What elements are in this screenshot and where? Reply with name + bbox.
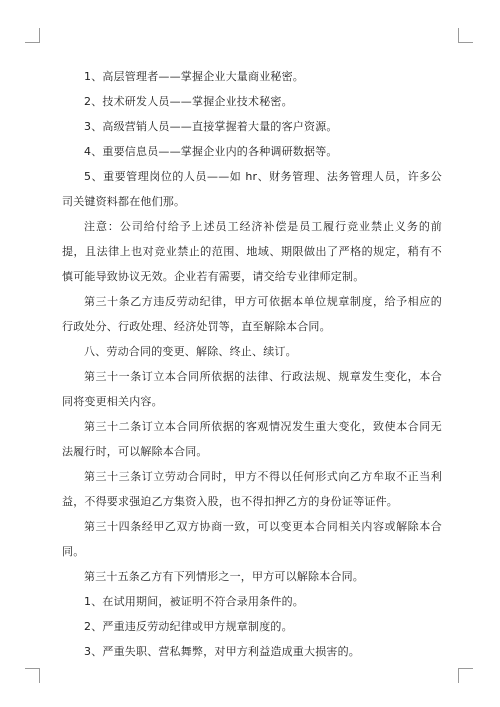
- crop-mark-top-right: [458, 28, 473, 43]
- document-body: [62, 64, 442, 664]
- paragraph-condition-2: 2、严重违反劳动纪律或甲方规章制度的。: [84, 620, 293, 633]
- crop-mark-top-left: [25, 28, 40, 43]
- paragraph-info-staff: 4、重要信息员——掌握企业内的各种调研数据等。: [84, 145, 338, 158]
- paragraph-article-31: 第三十一条订立本合同所依据的法律、行政法规、规章发生变化，本合同将变更相关内容。: [62, 370, 442, 408]
- paragraph-note: 注意：公司给付给予上述员工经济补偿是员工履行竞业禁止义务的前提，且法律上也对竞业禁止的范围、地域、期限做出了严格的规定，稍有不慎可能导致协议无效。企业若有需要，请交给专业律师定制。: [62, 220, 442, 283]
- paragraph-article-35: 第三十五条乙方有下列情形之一，甲方可以解除本合同。: [84, 570, 364, 583]
- crop-mark-bottom-left: [25, 668, 40, 683]
- crop-mark-bottom-right: [458, 668, 473, 683]
- paragraph-article-34: 第三十四条经甲乙双方协商一致，可以变更本合同相关内容或解除本合同。: [62, 520, 442, 558]
- paragraph-sales-staff: 3、高级营销人员——直接掌握着大量的客户资源。: [84, 120, 338, 133]
- paragraph-senior-managers: 1、高层管理者——掌握企业大量商业秘密。: [84, 70, 304, 83]
- paragraph-article-30: 第三十条乙方违反劳动纪律，甲方可依据本单位规章制度，给予相应的行政处分、行政处理、经济处罚等，直至解除本合同。: [62, 295, 442, 333]
- paragraph-article-33: 第三十三条订立劳动合同时，甲方不得以任何形式向乙方牟取不正当利益，不得要求强迫乙方集资入股，也不得扣押乙方的身份证等证件。: [62, 470, 442, 508]
- paragraph-rd-staff: 2、技术研发人员——掌握企业技术秘密。: [84, 95, 293, 108]
- paragraph-section-8-heading: 八、劳动合同的变更、解除、终止、续订。: [84, 345, 297, 358]
- paragraph-condition-1: 1、在试用期间，被证明不符合录用条件的。: [84, 595, 304, 608]
- paragraph-condition-3: 3、严重失职、营私舞弊，对甲方利益造成重大损害的。: [84, 645, 360, 658]
- paragraph-article-32: 第三十二条订立本合同所依据的客观情况发生重大变化，致使本合同无法履行时，可以解除本合同。: [62, 420, 442, 458]
- paragraph-key-management: 5、重要管理岗位的人员——如 hr、财务管理、法务管理人员，许多公司关键资料都在他们那。: [62, 170, 442, 208]
